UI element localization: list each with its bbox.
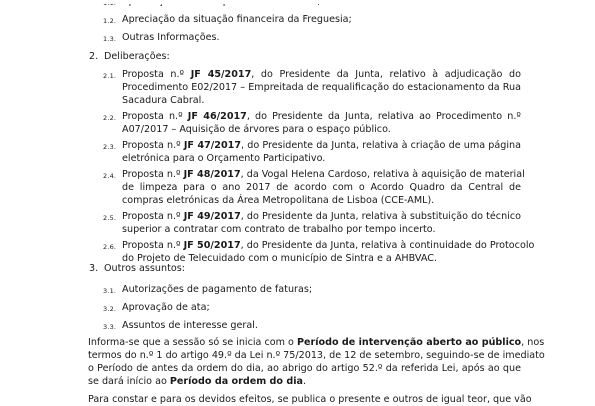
item-text: Procedimento E02/2017 – Empreitada de requalificação do estacionamento da Rua bbox=[122, 82, 521, 93]
item-number: 1.2. bbox=[103, 17, 117, 25]
item-text: Proposta n.º JF 49/2017, do Presidente da Junta, relativa à substituição do técnico bbox=[122, 211, 521, 222]
section-number: 3. bbox=[89, 263, 99, 274]
item-text: superior a contratar com contrato de trabalho por tempo incerto. bbox=[122, 224, 436, 235]
item-text: Sacadura Cabral. bbox=[122, 95, 205, 106]
section-heading: Outros assuntos: bbox=[104, 263, 185, 274]
page-cut bbox=[0, 0, 595, 4]
item-number: 2.3. bbox=[103, 143, 117, 151]
paragraph-line: Para constar e para os devidos efeitos, se publica o presente e outros de igual teor, que vão bbox=[88, 394, 532, 405]
item-number: 2.5. bbox=[103, 214, 117, 222]
item-text: Outras Informações. bbox=[122, 32, 220, 43]
item-number: 3.3. bbox=[103, 323, 117, 331]
item-text: Proposta n.º JF 50/2017, do Presidente da Junta, relativa à continuidade do Protocolo bbox=[122, 240, 535, 251]
item-text: A07/2017 – Aquisição de árvores para o espaço público. bbox=[122, 124, 391, 135]
item-number: 2.1. bbox=[103, 72, 117, 80]
item-text: Proposta n.º JF 45/2017, do Presidente da Junta, relativo à adjudicação do bbox=[122, 69, 521, 80]
item-text: Proposta n.º JF 48/2017, da Vogal Helena Cardoso, relativa à aquisição de material bbox=[122, 169, 525, 180]
section-heading: Deliberações: bbox=[104, 51, 170, 62]
item-text: Assuntos de interesse geral. bbox=[122, 320, 258, 331]
paragraph-line: Informa-se que a sessão só se inicia com o Período de intervenção aberto ao público, nos bbox=[88, 337, 545, 348]
paragraph-line: termos do n.º 1 do artigo 49.º da Lei n.º 75/2013, de 12 de setembro, seguindo-se de imediato bbox=[88, 350, 545, 361]
item-text: Proposta n.º JF 46/2017, do Presidente da Junta, relativa ao Procedimento n.º bbox=[122, 111, 521, 122]
item-number: 1.3. bbox=[103, 35, 117, 43]
item-text: do Projeto de Telecuidado com o município de Sintra e a AHBVAC. bbox=[122, 253, 438, 264]
item-number: 2.2. bbox=[103, 114, 117, 122]
item-number: 2.6. bbox=[103, 243, 117, 251]
item-text: Apreciação da situação financeira da Freguesia; bbox=[122, 14, 352, 25]
paragraph-line: se dará início ao Período da ordem do dia. bbox=[88, 376, 307, 387]
item-number: 2.4. bbox=[103, 172, 117, 180]
item-text: Autorizações de pagamento de faturas; bbox=[122, 284, 313, 295]
item-number: 3.1. bbox=[103, 287, 117, 295]
paragraph-line: o Período de antes da ordem do dia, ao abrigo do artigo 52.º da referida Lei, após ao que bbox=[88, 363, 521, 374]
item-text: Aprovação de ata; bbox=[122, 302, 210, 313]
item-text: eletrónica para o Orçamento Participativo. bbox=[122, 153, 326, 164]
item-number: 3.2. bbox=[103, 305, 117, 313]
section-number: 2. bbox=[89, 51, 99, 62]
item-text: Proposta n.º JF 47/2017, do Presidente da Junta, relativa à criação de uma página bbox=[122, 140, 521, 151]
item-text: compras eletrónicas da Área Metropolitana de Lisboa (CCE-AML). bbox=[122, 195, 435, 206]
item-text: de limpeza para o ano 2017 de acordo com o Acordo Quadro da Central de bbox=[122, 182, 521, 193]
